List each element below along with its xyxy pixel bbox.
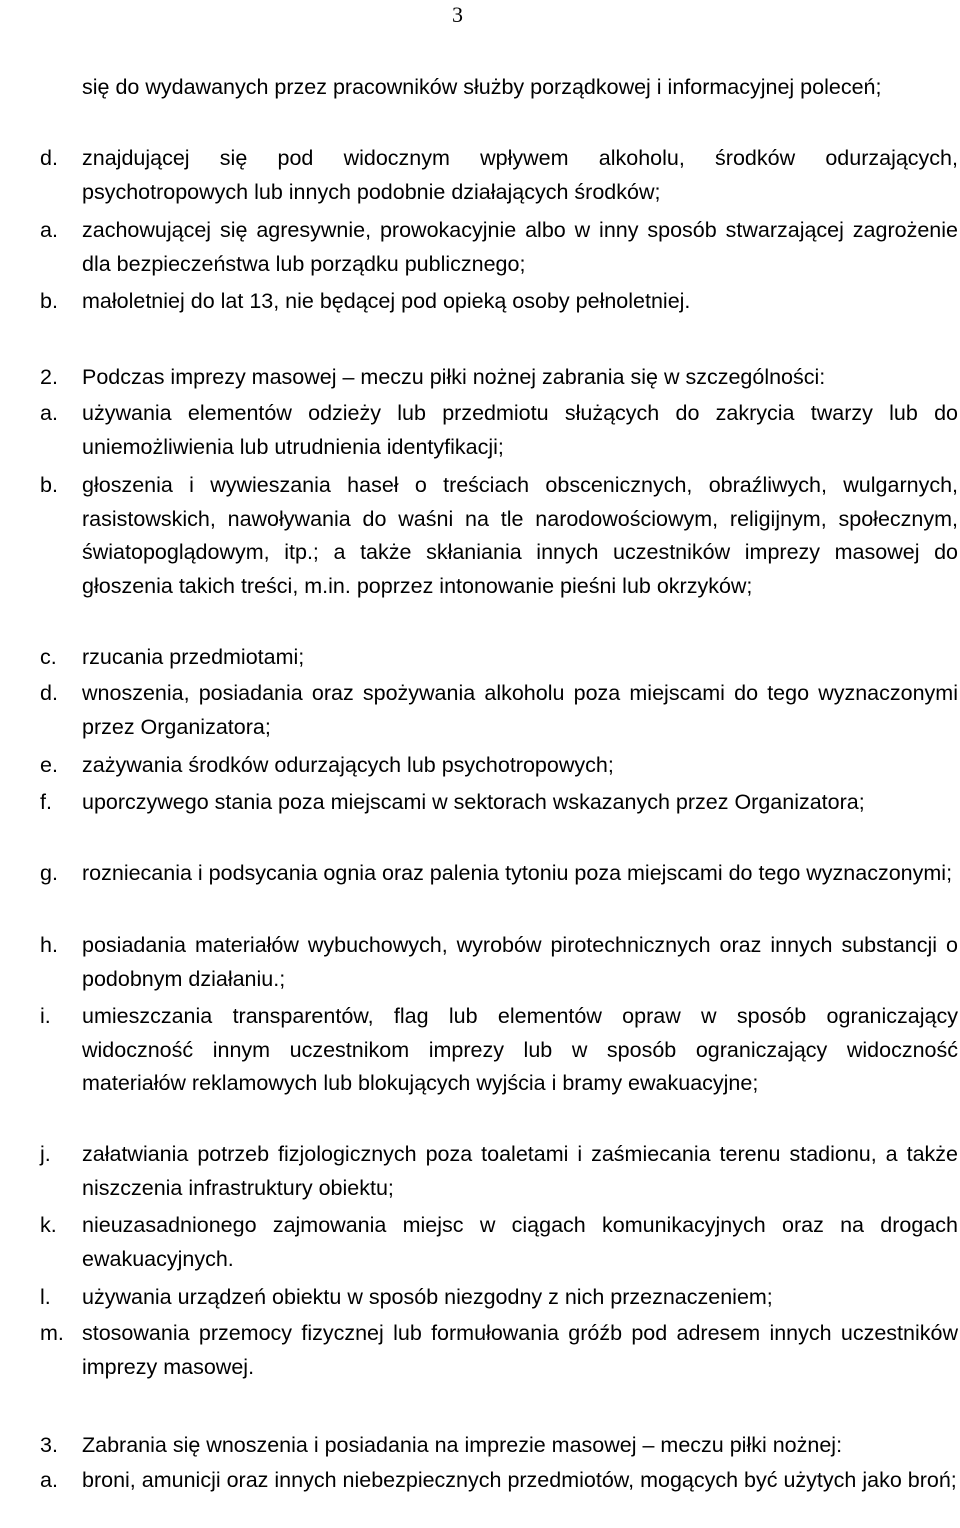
list-item	[40, 142, 958, 209]
page-number: 3	[452, 2, 463, 27]
list-item-text: załatwiania potrzeb fizjologicznych poza toaletami i zaśmiecania terenu stadionu, a także niszczenia infrastruktury obiektu;	[82, 1142, 958, 1200]
list-marker: i.	[40, 1004, 51, 1028]
section-heading	[40, 1429, 958, 1463]
list-item	[40, 749, 958, 783]
list-item	[40, 929, 958, 996]
list-marker: g.	[40, 861, 58, 885]
list-item	[40, 641, 958, 675]
section-heading-text: Podczas imprezy masowej – meczu piłki nożnej zabrania się w szczególności:	[82, 365, 826, 389]
list-item-text: uporczywego stania poza miejscami w sektorach wskazanych przez Organizatora;	[82, 790, 865, 814]
list-item	[40, 1209, 958, 1276]
continuation-paragraph: się do wydawanych przez pracowników służby porządkowej i informacyjnej poleceń;	[82, 75, 882, 99]
list-marker: d.	[40, 681, 58, 705]
list-marker: f.	[40, 790, 52, 814]
section-number: 3.	[40, 1433, 58, 1457]
list-item-text: stosowania przemocy fizycznej lub formułowania gróźb pod adresem innych uczestników imprezy masowej.	[82, 1321, 958, 1379]
list-item-text: używania urządzeń obiektu w sposób niezgodny z nich przeznaczeniem;	[82, 1285, 773, 1309]
list-item	[40, 469, 958, 603]
list-item-text: umieszczania transparentów, flag lub elementów opraw w sposób ograniczający widoczność innym uczestnikom imprezy lub w sposób ograniczający widoczność materiałów reklamowych lub blokujących wyjścia i bramy ewakuacyjne;	[82, 1004, 958, 1095]
list-item	[40, 1281, 958, 1315]
list-marker: e.	[40, 753, 58, 777]
list-item-text: zachowującej się agresywnie, prowokacyjnie albo w inny sposób stwarzającej zagrożenie dla bezpieczeństwa lub porządku publicznego;	[82, 218, 958, 276]
list-marker: a.	[40, 1468, 58, 1492]
list-item-text: rzucania przedmiotami;	[82, 645, 305, 669]
list-item-text: znajdującej się pod widocznym wpływem alkoholu, środków odurzających, psychotropowych lub innych podobnie działających środków;	[82, 146, 958, 204]
list-marker: b.	[40, 289, 58, 313]
list-marker: h.	[40, 933, 58, 957]
list-item-text: małoletniej do lat 13, nie będącej pod opieką osoby pełnoletniej.	[82, 289, 691, 313]
list-item	[40, 1464, 958, 1498]
list-marker: a.	[40, 218, 58, 242]
list-item	[40, 1138, 958, 1205]
list-item	[40, 1317, 958, 1384]
list-marker: l.	[40, 1285, 51, 1309]
list-item-text: broni, amunicji oraz innych niebezpiecznych przedmiotów, mogących być użytych jako broń;	[82, 1468, 957, 1492]
list-marker: k.	[40, 1213, 57, 1237]
list-item-text: wnoszenia, posiadania oraz spożywania alkoholu poza miejscami do tego wyznaczonymi przez Organizatora;	[82, 681, 958, 739]
list-marker: m.	[40, 1321, 64, 1345]
section-heading-text: Zabrania się wnoszenia i posiadania na imprezie masowej – meczu piłki nożnej:	[82, 1433, 843, 1457]
list-item	[40, 1000, 958, 1101]
list-item-text: głoszenia i wywieszania haseł o treściach obscenicznych, obraźliwych, wulgarnych, rasistowskich, nawoływania do waśni na tle narodowościowym, religijnym, społecznym, światopoglądowym, itp.; a także skłaniania innych uczestników imprezy masowej do głoszenia takich treści, m.in. poprzez intonowanie pieśni lub okrzyków;	[82, 473, 958, 598]
list-marker: a.	[40, 401, 58, 425]
list-item-text: posiadania materiałów wybuchowych, wyrobów pirotechnicznych oraz innych substancji o podobnym działaniu.;	[82, 933, 958, 991]
list-item	[40, 285, 958, 319]
list-item	[40, 857, 958, 891]
list-item-text: rozniecania i podsycania ognia oraz palenia tytoniu poza miejscami do tego wyznaczonymi;	[82, 861, 953, 885]
list-item-text: nieuzasadnionego zajmowania miejsc w ciągach komunikacyjnych oraz na drogach ewakuacyjnych.	[82, 1213, 958, 1271]
list-item	[40, 786, 958, 820]
list-marker: b.	[40, 473, 58, 497]
list-marker: c.	[40, 645, 57, 669]
list-item	[40, 214, 958, 281]
list-item	[40, 397, 958, 464]
list-item	[40, 677, 958, 744]
list-item-text: zażywania środków odurzających lub psychotropowych;	[82, 753, 614, 777]
list-marker: d.	[40, 146, 58, 170]
section-heading	[40, 361, 958, 395]
section-number: 2.	[40, 365, 58, 389]
list-item-text: używania elementów odzieży lub przedmiotu służących do zakrycia twarzy lub do uniemożliwienia lub utrudnienia identyfikacji;	[82, 401, 958, 459]
list-marker: j.	[40, 1142, 51, 1166]
